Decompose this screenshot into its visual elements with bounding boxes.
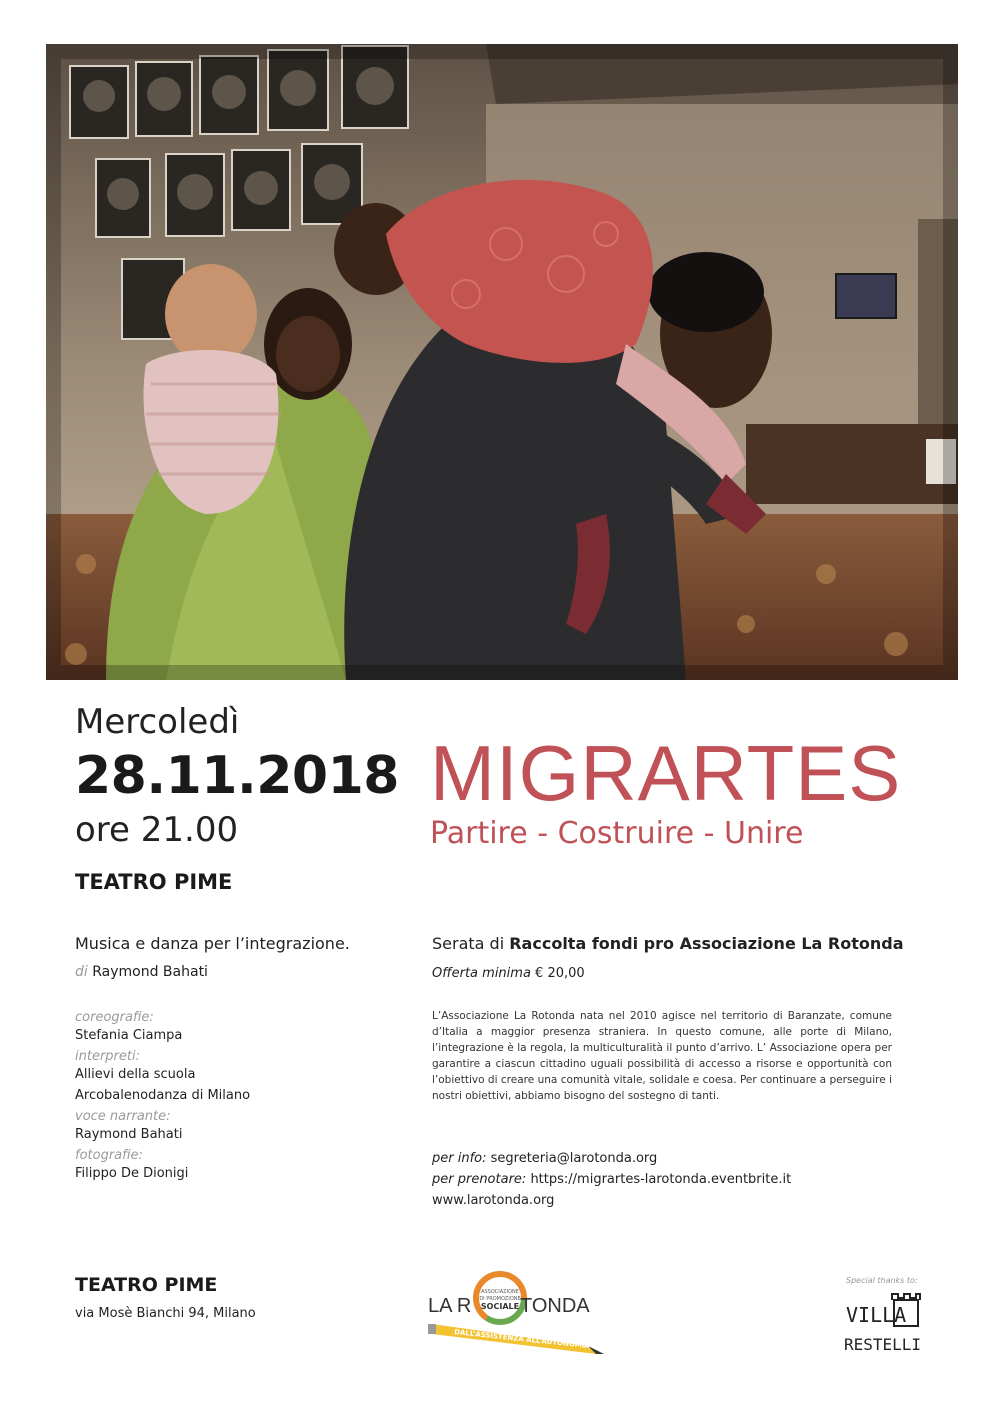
credit-role: fotografie:	[75, 1148, 143, 1163]
logo-text-right: TONDA	[520, 1295, 590, 1317]
event-venue: TEATRO PIME	[75, 870, 233, 894]
info-line	[432, 1148, 791, 1169]
logo-ribbon-text: DALL’ASSISTENZA ALL’AUTONOMIA	[453, 1328, 591, 1351]
hero-photo	[46, 44, 958, 680]
credits-block	[75, 1010, 250, 1184]
event-description: Musica e danza per l’integrazione.	[75, 934, 350, 953]
event-author	[75, 964, 208, 980]
footer-venue: TEATRO PIME	[75, 1274, 218, 1296]
event-weekday: Mercoledì	[75, 702, 240, 742]
association-paragraph: L’Associazione La Rotonda nata nel 2010 agisce nel territorio di Baranzate, comune d’Italia a maggior presenza straniera. In questo comune, alle porte di Milano, l’integrazione è la regola, la multiculturalità il punto d’arrivo. L’ Associazione opera per garantire a ciascun cittadino uguali possibilità di accesso a risorse e opportunità con l’obiettivo di creare una comunità vitale, solidale e coesa. Per continuare a perseguire i nostri obiettivi, abbiamo bisogno del sostegno di tanti.	[432, 1010, 892, 1102]
credit-name: Raymond Bahati	[75, 1127, 183, 1142]
logo-ring-text-2: DI PROMOZIONE	[479, 1296, 521, 1302]
credit-role: interpreti:	[75, 1049, 140, 1064]
show-tagline: Partire - Costruire - Unire	[430, 816, 804, 851]
villa-line-2: RESTELLI	[844, 1335, 922, 1354]
logo-ring-text-1: ASSOCIAZIONE	[481, 1289, 519, 1295]
credit-name: Allievi della scuola	[75, 1067, 196, 1082]
fundraiser-line	[432, 934, 904, 953]
credit-name: Filippo De Dionigi	[75, 1166, 189, 1181]
event-date: 28.11.2018	[75, 746, 399, 806]
logo-text-left: LA R	[428, 1295, 472, 1317]
footer-address: via Mosè Bianchi 94, Milano	[75, 1306, 256, 1321]
fundraiser-prefix: Serata di	[432, 934, 510, 953]
la-rotonda-logo	[428, 1268, 608, 1360]
villa-line-1: VILLA	[846, 1303, 907, 1327]
villa-restelli-logo	[844, 1292, 928, 1358]
website-link[interactable]: www.larotonda.org	[432, 1193, 555, 1208]
offer-line	[432, 966, 585, 981]
author-prefix: di	[75, 964, 88, 980]
logo-ring-text-3: SOCIALE	[480, 1302, 520, 1311]
offer-value: € 20,00	[530, 966, 585, 981]
credit-role: voce narrante:	[75, 1109, 171, 1124]
credit-name: Arcobalenodanza di Milano	[75, 1088, 251, 1103]
show-title: MIGRARTES	[430, 729, 902, 817]
booking-line	[432, 1169, 791, 1190]
booking-label: per prenotare:	[432, 1172, 527, 1187]
booking-link[interactable]: https://migrartes-larotonda.eventbrite.it	[526, 1172, 792, 1187]
family-photo-illustration	[46, 44, 958, 680]
author-name: Raymond Bahati	[92, 964, 208, 980]
offer-label: Offerta minima	[432, 966, 531, 981]
contacts-block	[432, 1148, 791, 1211]
info-label: per info:	[432, 1151, 487, 1166]
event-time: ore 21.00	[75, 810, 239, 850]
fundraiser-highlight: Raccolta fondi pro Associazione La Rotonda	[509, 934, 904, 953]
info-email-link[interactable]: segreteria@larotonda.org	[486, 1151, 658, 1166]
special-thanks: Special thanks to:	[846, 1276, 918, 1285]
credit-name: Stefania Ciampa	[75, 1028, 183, 1043]
credit-role: coreografie:	[75, 1010, 154, 1025]
